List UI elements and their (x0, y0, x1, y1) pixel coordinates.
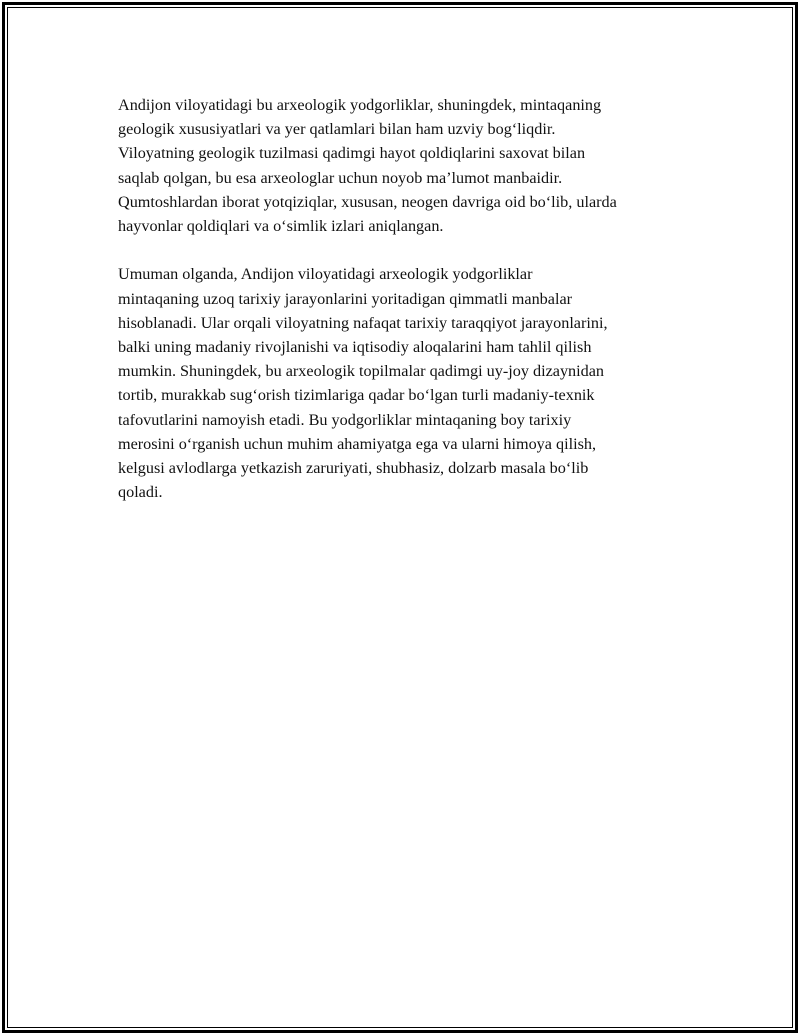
paragraph-1: Andijon viloyatidagi bu arxeologik yodgorliklar, shuningdek, mintaqaning geologik xususiyatlari va yer qatlamlari bilan ham uzviy bog‘liqdir. Viloyatning geologik tuzilmasi qadimgi hayot qoldiqlarini saxovat bilan saqlab qolgan, bu esa arxeologlar uchun noyob ma’lumot manbaidir. Qumtoshlardan iborat yotqiziqlar, xususan, neogen davriga oid bo‘lib, ularda hayvonlar qoldiqlari va o‘simlik izlari aniqlangan. (118, 96, 617, 236)
document-body (118, 93, 693, 529)
paragraph-2: Umuman olganda, Andijon viloyatidagi arxeologik yodgorliklar mintaqaning uzoq tarixiy jarayonlarini yoritadigan qimmatli manbalar hisoblanadi. Ular orqali viloyatning nafaqat tarixiy taraqqiyot jarayonlarini, balki uning madaniy rivojlanishi va iqtisodiy aloqalarini ham tahlil qilish mumkin. Shuningdek, bu arxeologik topilmalar qadimgi uy-joy dizaynidan tortib, murakkab sug‘orish tizimlariga qadar bo‘lgan turli madaniy-texnik tafovutlarini namoyish etadi. Bu yodgorliklar mintaqaning boy tarixiy merosini o‘rganish uchun muhim ahamiyatga ega va ularni himoya qilish, kelgusi avlodlarga yetkazish zaruriyati, shubhasiz, dolzarb masala bo‘lib qoladi. (118, 265, 608, 502)
